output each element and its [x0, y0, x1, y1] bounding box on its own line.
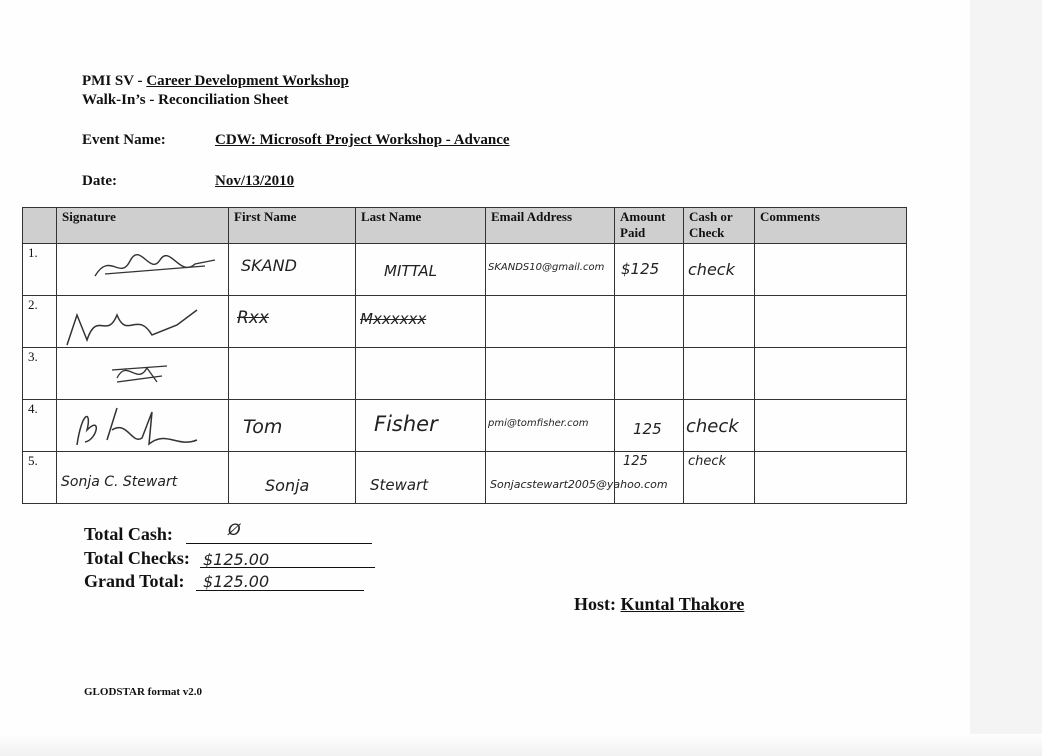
signature-scribble [57, 348, 217, 394]
email-cell [486, 400, 615, 452]
host-label: Host: [574, 594, 616, 614]
method: check [688, 260, 735, 279]
amount-cell [615, 296, 684, 348]
signature-scribble [65, 246, 225, 292]
first-name: Tom [243, 416, 283, 438]
header-method: Cash or Check [684, 208, 755, 244]
signature-cell [57, 400, 229, 452]
method-cell [684, 452, 755, 504]
total-checks-value: $125.00 [203, 550, 270, 569]
comments-cell [755, 348, 907, 400]
last-name: Mxxxxxx [360, 310, 427, 328]
amount: 125 [623, 454, 648, 469]
date-label: Date: [82, 173, 117, 189]
header-last-name: Last Name [356, 208, 486, 244]
email: Sonjacstewart2005@yahoo.com [490, 478, 668, 491]
method-cell [684, 348, 755, 400]
method-cell [684, 400, 755, 452]
grand-total-label: Grand Total: [84, 571, 185, 591]
method-cell [684, 296, 755, 348]
email-cell [486, 348, 615, 400]
total-checks-label: Total Checks: [84, 548, 190, 568]
first-name-cell [229, 452, 356, 504]
last-name-cell [356, 400, 486, 452]
method-cell [684, 244, 755, 296]
total-cash-value: Ø [228, 520, 241, 539]
row-number: 3. [23, 348, 57, 400]
sheet-subtitle: Walk-In’s - Reconciliation Sheet [82, 92, 289, 108]
email-cell [486, 296, 615, 348]
first-name-cell [229, 348, 356, 400]
comments-cell [755, 400, 907, 452]
comments-cell [755, 452, 907, 504]
first-name-cell [229, 296, 356, 348]
total-cash-label: Total Cash: [84, 524, 173, 544]
comments-cell [755, 296, 907, 348]
table-row [23, 244, 907, 296]
first-name-cell [229, 400, 356, 452]
row-number: 1. [23, 244, 57, 296]
header-num [23, 208, 57, 244]
event-name-label: Event Name: [82, 132, 166, 148]
header-email: Email Address [486, 208, 615, 244]
host-name: Kuntal Thakore [620, 594, 745, 614]
row-number: 4. [23, 400, 57, 452]
email-cell [486, 244, 615, 296]
header-amount: Amount Paid [615, 208, 684, 244]
grand-total-value: $125.00 [203, 572, 270, 591]
comments-cell [755, 244, 907, 296]
amount-cell [615, 400, 684, 452]
last-name: Fisher [374, 412, 438, 436]
last-name: MITTAL [384, 262, 437, 280]
org-name: PMI SV - [82, 73, 143, 89]
header-line-1 [82, 72, 349, 90]
signature-cell [57, 348, 229, 400]
scan-shade [0, 734, 1042, 756]
email: pmi@tomfisher.com [488, 418, 589, 429]
amount: 125 [633, 420, 662, 438]
signature-cell [57, 244, 229, 296]
header-first-name: First Name [229, 208, 356, 244]
scan-edge [970, 0, 1042, 756]
first-name-cell [229, 244, 356, 296]
amount: $125 [621, 260, 660, 278]
table-header-row [23, 208, 907, 244]
reconciliation-table [22, 207, 907, 504]
table-row [23, 296, 907, 348]
last-name-cell [356, 348, 486, 400]
date-value: Nov/13/2010 [215, 173, 295, 189]
first-name: Sonja [265, 476, 310, 495]
event-name-value: CDW: Microsoft Project Workshop - Advance [215, 132, 510, 148]
table-row [23, 400, 907, 452]
first-name: SKAND [241, 256, 297, 275]
last-name-cell [356, 244, 486, 296]
method: check [688, 454, 727, 469]
table-row [23, 452, 907, 504]
host-line [574, 594, 744, 615]
row-number: 5. [23, 452, 57, 504]
amount-cell [615, 244, 684, 296]
workshop-name: Career Development Workshop [146, 73, 349, 89]
amount-cell [615, 348, 684, 400]
amount-cell [615, 452, 684, 504]
signature-cell [57, 296, 229, 348]
format-footer: GLODSTAR format v2.0 [84, 686, 203, 698]
signature-cell [57, 452, 229, 504]
header-signature: Signature [57, 208, 229, 244]
row-number: 2. [23, 296, 57, 348]
total-cash-line [186, 543, 372, 544]
method: check [686, 416, 739, 437]
first-name: Rxx [237, 308, 269, 328]
last-name: Stewart [370, 476, 429, 494]
table-row [23, 348, 907, 400]
email: SKANDS10@gmail.com [488, 262, 605, 273]
last-name-cell [356, 452, 486, 504]
header-comments: Comments [755, 208, 907, 244]
signature-text: Sonja C. Stewart [61, 474, 178, 490]
last-name-cell [356, 296, 486, 348]
